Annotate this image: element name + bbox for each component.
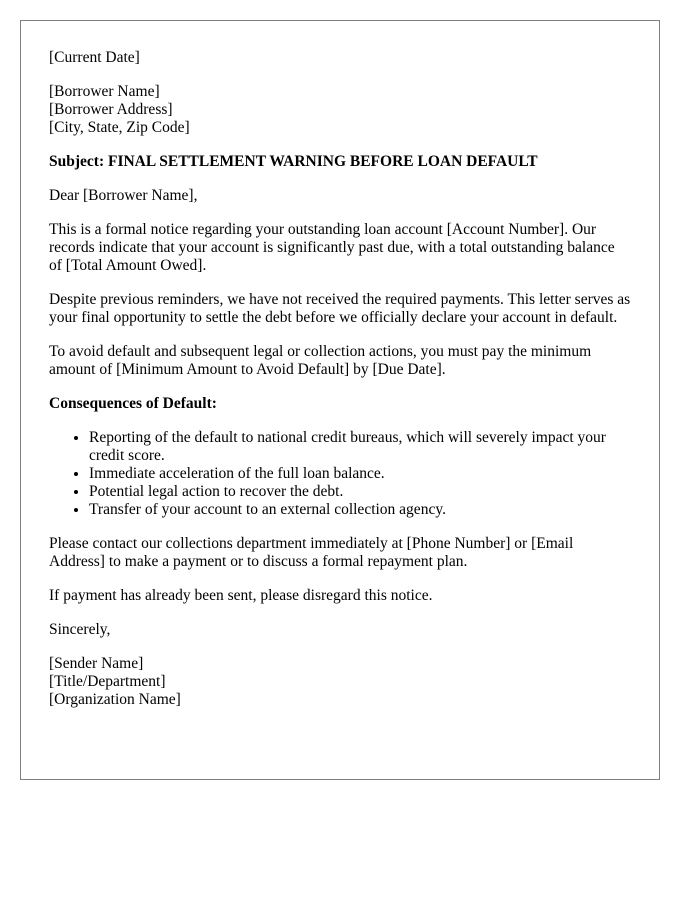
paragraph-minimum-payment: To avoid default and subsequent legal or collection actions, you must pay the minimum amount of [Minimum Amount to Avoid Default] by [Due Date]. xyxy=(49,343,592,378)
subject-text: FINAL SETTLEMENT WARNING BEFORE LOAN DEFAULT xyxy=(107,153,538,170)
consequences-heading: Consequences of Default: xyxy=(49,395,217,412)
subject-line xyxy=(49,153,631,171)
recipient-name: [Borrower Name] xyxy=(49,83,160,100)
paragraph-contact: Please contact our collections department immediately at [Phone Number] or [Email Address] to make a payment or to discuss a formal repayment plan. xyxy=(49,535,574,570)
sender-title: [Title/Department] xyxy=(49,673,166,690)
consequence-item: • Transfer of your account to an external collection agency. xyxy=(89,501,631,519)
closing: Sincerely, xyxy=(49,621,111,638)
paragraph-account-notice: This is a formal notice regarding your outstanding loan account [Account Number]. Our records indicate that your account is significantly past due, with a total outstanding balance of [Total Amount Owed]. xyxy=(49,221,615,274)
consequence-item: • Reporting of the default to national credit bureaus, which will severely impact your credit score. xyxy=(89,429,631,465)
paragraph-disregard: If payment has already been sent, please disregard this notice. xyxy=(49,587,433,604)
sender-name: [Sender Name] xyxy=(49,655,144,672)
consequence-item: • Immediate acceleration of the full loan balance. xyxy=(89,465,631,483)
recipient-address: [Borrower Address] xyxy=(49,101,173,118)
consequence-item: • Potential legal action to recover the debt. xyxy=(89,483,631,501)
recipient-city-state-zip: [City, State, Zip Code] xyxy=(49,119,190,136)
letter-page xyxy=(20,20,660,780)
current-date: [Current Date] xyxy=(49,49,140,66)
subject-label: Subject: xyxy=(49,153,105,170)
paragraph-final-opportunity: Despite previous reminders, we have not received the required payments. This letter serves as your final opportunity to settle the debt before we officially declare your account in default. xyxy=(49,291,631,326)
consequences-list xyxy=(49,429,631,519)
salutation: Dear [Borrower Name], xyxy=(49,187,198,204)
recipient-block xyxy=(49,83,631,137)
date-line xyxy=(49,49,631,67)
sender-organization: [Organization Name] xyxy=(49,691,181,708)
sender-block xyxy=(49,655,631,709)
